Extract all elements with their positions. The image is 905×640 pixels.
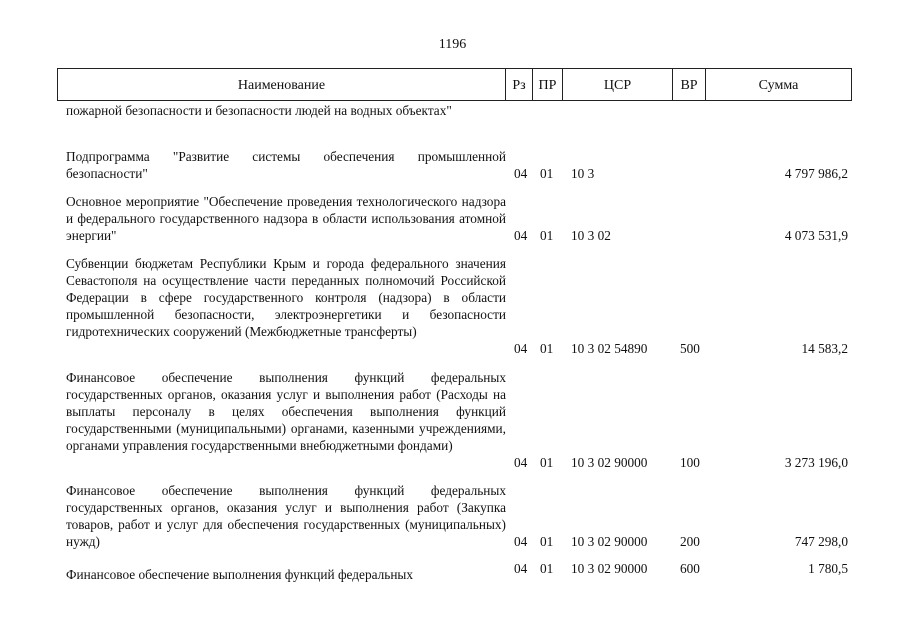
table-row-name: Подпрограмма "Развитие системы обеспечения промышленной безопасности": [66, 149, 506, 181]
table-row-rz: 04: [514, 561, 528, 576]
table-row-vr: 600: [680, 561, 700, 576]
header-pr: ПР: [533, 69, 563, 100]
table-row-csr: 10 3 02 54890: [571, 341, 648, 356]
table-row-pr: 01: [540, 341, 554, 356]
table-row-name: Основное мероприятие "Обеспечение проведения технологического надзора и федерального государственного надзора в области использования атомной энергии": [66, 194, 506, 243]
header-rz: Рз: [506, 69, 533, 100]
table-row-pr: 01: [540, 166, 554, 181]
header-sum: Сумма: [758, 77, 799, 93]
table-row-rz: 04: [514, 534, 528, 549]
table-row-rz: 04: [514, 455, 528, 470]
table-row-sum: 1 780,5: [808, 561, 848, 576]
table-row-sum: 3 273 196,0: [784, 455, 848, 470]
header-name: Наименование: [58, 69, 506, 100]
table-row-rz: 04: [514, 166, 528, 181]
header-vr: ВР: [673, 69, 706, 100]
table-row-csr: 10 3 02 90000: [571, 534, 648, 549]
table-row-csr: 10 3: [571, 166, 595, 181]
table-row-vr: 500: [680, 341, 700, 356]
table-row-pr: 01: [540, 455, 554, 470]
table-row-pr: 01: [540, 228, 554, 243]
table-row-rz: 04: [514, 341, 528, 356]
table-row-sum: 14 583,2: [801, 341, 848, 356]
table-row-name: Финансовое обеспечение выполнения функций федеральных: [66, 567, 414, 582]
table-row-vr: 200: [680, 534, 700, 549]
table-row-vr: 100: [680, 455, 700, 470]
table-row-csr: 10 3 02 90000: [571, 561, 648, 576]
table-row-pr: 01: [540, 561, 554, 576]
table-row-sum: 4 073 531,9: [784, 228, 848, 243]
table-row-pr: 01: [540, 534, 554, 549]
table-row-name: Субвенции бюджетам Республики Крым и города федерального значения Севастополя на осуществление части переданных полномочий Российской Федерации в сфере государственного контроля (надзора) в области промышленной безопасности, электроэнергетики и безопасности гидротехнических сооружений (Межбюджетные трансферты): [66, 256, 506, 339]
table-row-csr: 10 3 02: [571, 228, 611, 243]
table-row-name: пожарной безопасности и безопасности людей на водных объектах": [66, 103, 452, 118]
table-row-rz: 04: [514, 228, 528, 243]
header-csr: ЦСР: [563, 69, 673, 100]
page-number: 1196: [438, 37, 467, 52]
table-row-name: Финансовое обеспечение выполнения функций федеральных государственных органов, оказания услуг и выполнения работ (Расходы на выплаты персоналу в целях обеспечения выполнения функций государственными (муниципальными) органами, казенными учреждениями, органами управления государственными внебюджетными фондами): [66, 370, 506, 453]
table-row-csr: 10 3 02 90000: [571, 455, 648, 470]
table-row-name: Финансовое обеспечение выполнения функций федеральных государственных органов, оказания услуг и выполнения работ (Закупка товаров, работ и услуг для обеспечения государственных (муниципальных) нужд): [66, 483, 506, 549]
table-header: [57, 68, 852, 101]
table-row-sum: 4 797 986,2: [784, 166, 848, 181]
table-row-sum: 747 298,0: [794, 534, 848, 549]
